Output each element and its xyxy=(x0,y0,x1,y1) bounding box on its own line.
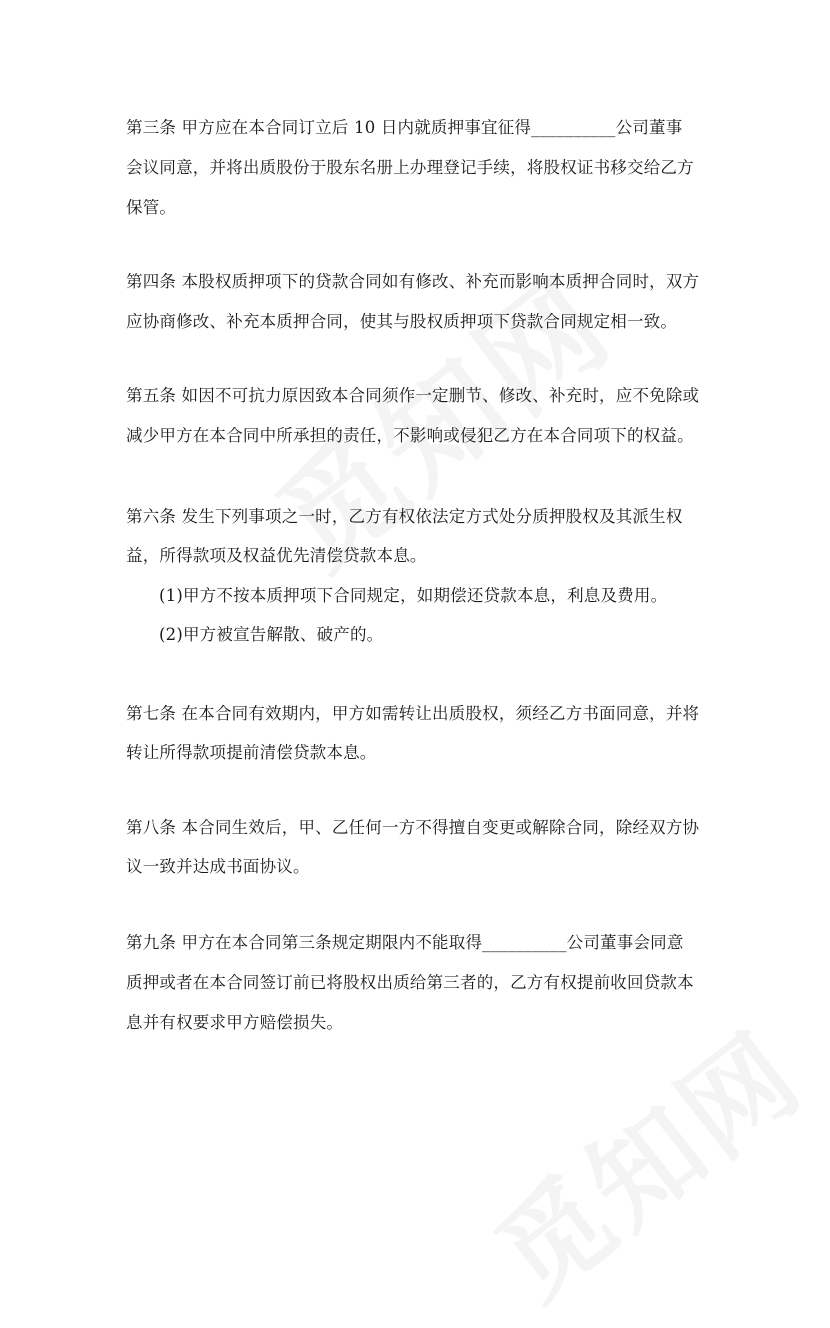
clause-line: 会议同意，并将出质股份于股东名册上办理登记手续，将股权证书移交给乙方 xyxy=(126,158,694,177)
clause-line: 第三条 甲方应在本合同订立后 10 日内就质押事宜征得__________公司董事 xyxy=(126,118,683,137)
clause-line: 益，所得款项及权益优先清偿贷款本息。 xyxy=(126,546,427,565)
watermark xyxy=(458,990,830,1328)
clause-line: 息并有权要求甲方赔偿损失。 xyxy=(126,1013,344,1032)
clause-line: 第七条 在本合同有效期内，甲方如需转让出质股权，须经乙方书面同意，并将 xyxy=(126,704,700,723)
clause-sub-item: (2)甲方被宣告解散、破产的。 xyxy=(159,625,384,644)
clause-line: 议一致并达成书面协议。 xyxy=(126,857,310,876)
clause-line: 质押或者在本合同签订前已将股权出质给第三者的，乙方有权提前收回贷款本 xyxy=(126,973,694,992)
clause-line: 第九条 甲方在本合同第三条规定期限内不能取得__________公司董事会同意 xyxy=(126,933,684,952)
clause-line: 第四条 本股权质押项下的贷款合同如有修改、补充而影响本质押合同时，双方 xyxy=(126,272,700,291)
clause-line: 应协商修改、补充本质押合同，使其与股权质押项下贷款合同规定相一致。 xyxy=(126,312,678,331)
clause-sub-item: (1)甲方不按本质押项下合同规定，如期偿还贷款本息，利息及费用。 xyxy=(159,586,668,605)
clause-line: 第八条 本合同生效后，甲、乙任何一方不得擅自变更或解除合同，除经双方协 xyxy=(126,818,700,837)
clause-line: 第五条 如因不可抗力原因致本合同须作一定删节、修改、补充时，应不免除或 xyxy=(126,386,700,405)
clause-line: 减少甲方在本合同中所承担的责任，不影响或侵犯乙方在本合同项下的权益。 xyxy=(126,426,694,445)
clause-line: 第六条 发生下列事项之一时，乙方有权依法定方式处分质押股权及其派生权 xyxy=(126,507,683,526)
clause-line: 转让所得款项提前清偿贷款本息。 xyxy=(126,743,377,762)
clause-line: 保管。 xyxy=(126,198,177,217)
